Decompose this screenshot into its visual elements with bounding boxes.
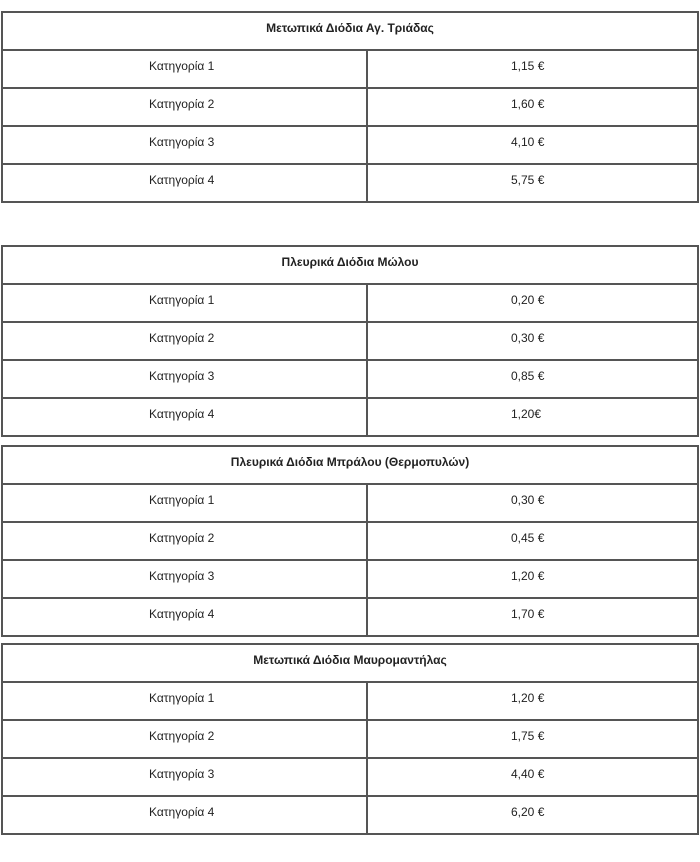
table-row — [2, 126, 698, 164]
category-cell: Κατηγορία 4 — [2, 598, 367, 636]
category-cell: Κατηγορία 3 — [2, 758, 367, 796]
price-cell: 0,30 € — [367, 322, 698, 360]
category-cell: Κατηγορία 2 — [2, 88, 367, 126]
toll-table-molos — [1, 245, 699, 437]
category-cell: Κατηγορία 4 — [2, 164, 367, 202]
price-cell: 6,20 € — [367, 796, 698, 834]
category-cell: Κατηγορία 3 — [2, 360, 367, 398]
category-cell: Κατηγορία 2 — [2, 720, 367, 758]
table-row — [2, 360, 698, 398]
category-cell: Κατηγορία 1 — [2, 682, 367, 720]
table-row — [2, 398, 698, 436]
toll-table-agia-triada — [1, 11, 699, 203]
price-cell: 1,60 € — [367, 88, 698, 126]
category-cell: Κατηγορία 2 — [2, 322, 367, 360]
price-cell: 1,15 € — [367, 50, 698, 88]
price-cell: 0,85 € — [367, 360, 698, 398]
table-row — [2, 164, 698, 202]
toll-table-mavromantila — [1, 643, 699, 835]
price-cell: 4,10 € — [367, 126, 698, 164]
table-row — [2, 484, 698, 522]
price-cell: 5,75 € — [367, 164, 698, 202]
table-row — [2, 682, 698, 720]
table-row — [2, 50, 698, 88]
table-row — [2, 758, 698, 796]
price-cell: 0,30 € — [367, 484, 698, 522]
table-row — [2, 88, 698, 126]
table-title: Πλευρικά Διόδια Μώλου — [2, 246, 698, 284]
category-cell: Κατηγορία 2 — [2, 522, 367, 560]
table-row — [2, 284, 698, 322]
price-cell: 0,20 € — [367, 284, 698, 322]
table-row — [2, 720, 698, 758]
category-cell: Κατηγορία 1 — [2, 284, 367, 322]
category-cell: Κατηγορία 4 — [2, 796, 367, 834]
table-title: Μετωπικά Διόδια Μαυρομαντήλας — [2, 644, 698, 682]
category-cell: Κατηγορία 1 — [2, 50, 367, 88]
price-cell: 1,70 € — [367, 598, 698, 636]
table-row — [2, 598, 698, 636]
category-cell: Κατηγορία 3 — [2, 560, 367, 598]
table-row — [2, 796, 698, 834]
toll-table-bralos — [1, 445, 699, 637]
price-cell: 1,75 € — [367, 720, 698, 758]
table-title: Μετωπικά Διόδια Αγ. Τριάδας — [2, 12, 698, 50]
table-title: Πλευρικά Διόδια Μπράλου (Θερμοπυλών) — [2, 446, 698, 484]
price-cell: 4,40 € — [367, 758, 698, 796]
price-cell: 0,45 € — [367, 522, 698, 560]
price-cell: 1,20 € — [367, 560, 698, 598]
price-cell: 1,20 € — [367, 682, 698, 720]
category-cell: Κατηγορία 3 — [2, 126, 367, 164]
category-cell: Κατηγορία 4 — [2, 398, 367, 436]
table-row — [2, 522, 698, 560]
price-cell: 1,20€ — [367, 398, 698, 436]
table-row — [2, 560, 698, 598]
category-cell: Κατηγορία 1 — [2, 484, 367, 522]
table-row — [2, 322, 698, 360]
